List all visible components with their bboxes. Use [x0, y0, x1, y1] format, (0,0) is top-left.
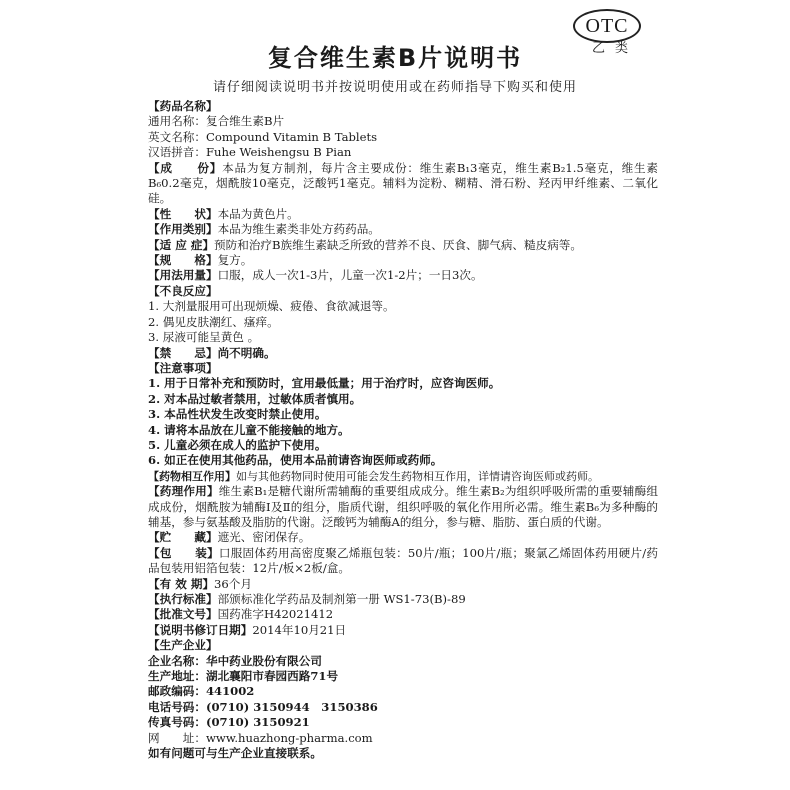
composition-heading: 【成 份】 [148, 160, 223, 175]
precaution-item: 1. 用于日常补充和预防时，宜用最低量；用于治疗时，应咨询医师。 [148, 376, 501, 391]
pinyin-name: 汉语拼音：Fuhe Weishengsu B Pian [148, 145, 352, 160]
standard-section [148, 592, 658, 607]
composition-text: 本品为复方制剂，每片含主要成份：维生素B₁3毫克，维生素B₂1.5毫克，维生素B₆0.2毫克，烟酰胺10毫克，泛酸钙1毫克。辅料为淀粉、糊精、滑石粉、羟丙甲纤维素、二氧化硅。 [148, 160, 658, 206]
precautions-heading: 【注意事项】 [148, 360, 218, 375]
otc-badge: OTC [573, 9, 641, 43]
standard-heading: 【执行标准】 [148, 592, 218, 606]
interactions-section [148, 469, 658, 484]
manufacturer-fax: 传真号码：(0710) 3150921 [148, 715, 310, 730]
character-text: 本品为黄色片。 [217, 206, 299, 221]
adverse-item: 2. 偶见皮肤潮红、瘙痒。 [148, 314, 279, 329]
precaution-item: 6. 如正在使用其他药品，使用本品前请咨询医师或药师。 [148, 453, 443, 468]
validity-heading: 【有 效 期】 [148, 576, 215, 591]
pharmacology-section [148, 484, 658, 530]
manufacturer-postcode: 邮政编码：441002 [148, 684, 255, 699]
storage-section [148, 530, 658, 545]
validity-text: 36个月 [214, 576, 252, 591]
character-section [148, 207, 658, 222]
footer-note: 如有问题可与生产企业直接联系。 [148, 746, 322, 761]
manufacturer-phone: 电话号码：(0710) 3150944 3150386 [148, 699, 378, 714]
revision-text: 2014年10月21日 [252, 622, 347, 637]
adverse-item: 3. 尿液可能呈黄色 。 [148, 330, 260, 345]
dosage-heading: 【用法用量】 [148, 268, 218, 283]
approval-heading: 【批准文号】 [148, 607, 218, 622]
revision-section [148, 623, 658, 638]
drug-name-heading: 【药品名称】 [148, 99, 218, 113]
otc-class-label: 乙类 [592, 41, 639, 56]
interactions-heading: 【药物相互作用】 [148, 469, 236, 483]
document-subtitle: 请仔细阅读说明书并按说明使用或在药师指导下购买和使用 [212, 80, 577, 95]
specification-section [148, 253, 658, 268]
manufacturer-heading: 【生产企业】 [148, 638, 218, 653]
storage-text: 遮光、密闭保存。 [217, 530, 311, 545]
standard-text: 部颁标准化学药品及制剂第一册 WS1-73(B)-89 [217, 592, 466, 606]
indications-text: 预防和治疗B族维生素缺乏所致的营养不良、厌食、脚气病、糙皮病等。 [214, 237, 582, 252]
leaflet-body [148, 99, 658, 761]
manufacturer-address: 生产地址：湖北襄阳市春园西路71号 [148, 669, 339, 684]
contraindications-heading: 【禁 忌】 [148, 345, 218, 360]
character-heading: 【性 状】 [148, 206, 218, 221]
manufacturer-website: 网 址：www.huazhong-pharma.com [148, 730, 373, 745]
package-section [148, 546, 658, 577]
adverse-item: 1. 大剂量服用可出现烦燥、疲倦、食欲减退等。 [148, 299, 395, 314]
precaution-item: 4. 请将本品放在儿童不能接触的地方。 [148, 422, 350, 437]
pharmacology-heading: 【药理作用】 [148, 484, 219, 499]
category-section [148, 222, 658, 237]
english-name: 英文名称：Compound Vitamin B Tablets [148, 129, 378, 144]
dosage-section [148, 268, 658, 283]
document-title: 复合维生素B片说明书 [267, 44, 523, 72]
contraindications-text: 尚不明确。 [217, 345, 276, 360]
revision-heading: 【说明书修订日期】 [148, 622, 253, 637]
precaution-item: 5. 儿童必须在成人的监护下使用。 [148, 437, 327, 452]
category-text: 本品为维生素类非处方药药品。 [217, 222, 380, 237]
manufacturer-name: 企业名称：华中药业股份有限公司 [148, 653, 322, 668]
package-text: 口服固体药用高密度聚乙烯瓶包装：50片/瓶；100片/瓶；聚氯乙烯固体药用硬片/药品包装用铝箔包装：12片/板×2板/盒。 [148, 545, 658, 576]
precaution-item: 2. 对本品过敏者禁用，过敏体质者慎用。 [148, 391, 362, 406]
indications-heading: 【适 应 症】 [148, 237, 215, 252]
indications-section [148, 238, 658, 253]
contraindications-section [148, 346, 658, 361]
pharmacology-text: 维生素B₁是糖代谢所需辅酶的重要组成成分。维生素B₂为组织呼吸所需的重要辅酶组成成份，烟酰胺为辅酶Ⅰ及Ⅱ的组分，脂质代谢，组织呼吸的氧化作用所必需。维生素B₆为多种酶的辅基，参与氨基酸及脂肪的代谢。泛酸钙为辅酶A的组分，参与糖、脂肪、蛋白质的代谢。 [148, 484, 658, 529]
specification-text: 复方。 [217, 253, 253, 268]
validity-section [148, 577, 658, 592]
composition-section [148, 161, 658, 207]
approval-text: 国药准字H42021412 [217, 607, 334, 622]
specification-heading: 【规 格】 [148, 253, 218, 268]
precaution-item: 3. 本品性状发生改变时禁止使用。 [148, 407, 327, 422]
approval-section [148, 607, 658, 622]
generic-name: 通用名称：复合维生素B片 [148, 114, 285, 129]
interactions-text: 如与其他药物同时使用可能会发生药物相互作用，详情请咨询医师或药师。 [236, 469, 599, 483]
package-heading: 【包 装】 [148, 545, 219, 560]
adverse-heading: 【不良反应】 [148, 283, 218, 298]
dosage-text: 口服，成人一次1-3片，儿童一次1-2片；一日3次。 [217, 268, 483, 283]
category-heading: 【作用类别】 [148, 222, 218, 237]
storage-heading: 【贮 藏】 [148, 530, 218, 545]
